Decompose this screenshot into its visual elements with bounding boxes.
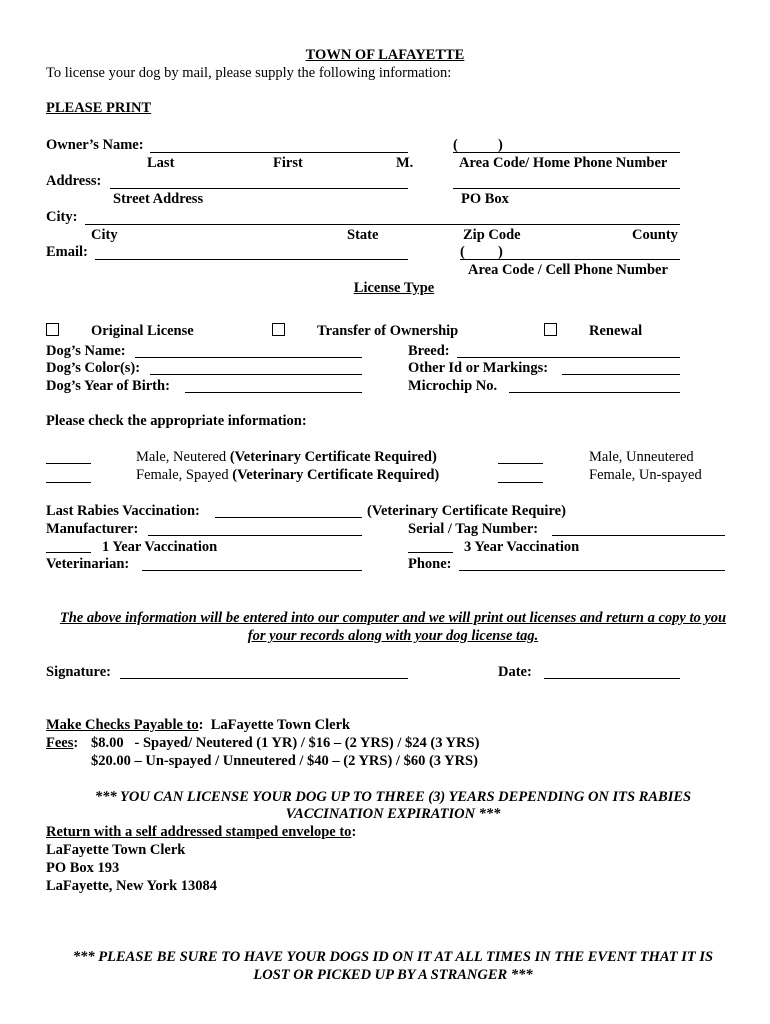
three-year-blank[interactable] [408, 552, 453, 553]
female-unspayed-blank[interactable] [498, 482, 543, 483]
date-label: Date: [498, 664, 532, 680]
fees-line [46, 735, 78, 752]
microchip-label: Microchip No. [408, 378, 498, 394]
id-note-line-2: LOST OR PICKED UP BY A STRANGER *** [253, 967, 533, 983]
street-address-line[interactable] [110, 188, 408, 189]
signature-label: Signature: [46, 664, 111, 680]
fee-line-1: $8.00 - Spayed/ Neutered (1 YR) / $16 – (2 YRS) / $24 (3 YRS) [91, 735, 480, 751]
signature-line[interactable] [120, 678, 408, 679]
address-label: Address: [46, 173, 102, 189]
checks-payable-line [46, 717, 350, 734]
checks-payable-label: Make Checks Payable to [46, 717, 199, 733]
years-note-line-2: VACCINATION EXPIRATION *** [285, 806, 501, 822]
female-spayed-vet-note: (Veterinary Certificate Required) [232, 467, 440, 483]
city-state-zip-line[interactable] [85, 224, 680, 225]
male-unneutered-label: Male, Unneutered [589, 449, 694, 465]
city-label: City: [46, 209, 78, 225]
dog-colors-label: Dog’s Color(s): [46, 360, 141, 376]
date-line[interactable] [544, 678, 680, 679]
rabies-last-line[interactable] [215, 517, 362, 518]
form-intro: To license your dog by mail, please supply the following information: [46, 65, 452, 81]
notice-line-1: The above information will be entered into our computer and we will print out licenses and return a copy to you [59, 610, 727, 626]
cell-phone-label: Area Code / Cell Phone Number [468, 262, 668, 278]
email-label: Email: [46, 244, 88, 260]
male-neutered-label: Male, Neutered [136, 449, 227, 465]
state-sublabel: State [347, 227, 379, 243]
male-neutered-line [136, 449, 437, 466]
owner-last-sublabel: Last [147, 155, 175, 171]
female-spayed-label: Female, Spayed [136, 467, 229, 483]
cell-phone-paren-close: ) [498, 244, 503, 260]
breed-line[interactable] [457, 357, 680, 358]
return-colon: : [351, 824, 357, 840]
fees-colon: : [73, 735, 79, 751]
one-year-blank[interactable] [46, 552, 91, 553]
serial-tag-line[interactable] [552, 535, 725, 536]
markings-label: Other Id or Markings: [408, 360, 549, 376]
original-license-label: Original License [91, 323, 194, 339]
return-label: Return with a self addressed stamped envelope to [46, 824, 352, 840]
renewal-label: Renewal [589, 323, 643, 339]
dog-colors-line[interactable] [150, 374, 362, 375]
return-address-line-3: LaFayette, New York 13084 [46, 878, 218, 894]
zip-sublabel: Zip Code [463, 227, 521, 243]
dog-name-label: Dog’s Name: [46, 343, 126, 359]
breed-label: Breed: [408, 343, 450, 359]
return-address-line-1: LaFayette Town Clerk [46, 842, 186, 858]
female-unspayed-label: Female, Un-spayed [589, 467, 702, 483]
one-year-label: 1 Year Vaccination [102, 539, 218, 555]
checks-payable-colon: : [198, 717, 204, 733]
home-phone-label: Area Code/ Home Phone Number [459, 155, 668, 171]
serial-tag-label: Serial / Tag Number: [408, 521, 539, 537]
male-neutered-vet-note: (Veterinary Certificate Required) [229, 449, 437, 465]
dog-birth-year-line[interactable] [185, 392, 362, 393]
years-note-line-1: *** YOU CAN LICENSE YOUR DOG UP TO THREE (3) YEARS DEPENDING ON ITS RABIES [94, 789, 692, 805]
rabies-cert-note: (Veterinary Certificate Require) [367, 503, 566, 519]
county-sublabel: County [632, 227, 678, 243]
id-note-line-1: *** PLEASE BE SURE TO HAVE YOUR DOGS ID ON IT AT ALL TIMES IN THE EVENT THAT IT IS [72, 949, 714, 965]
home-phone-paren-open: ( [453, 137, 458, 153]
cell-phone-line[interactable] [460, 259, 680, 260]
po-box-line[interactable] [453, 188, 680, 189]
dog-name-line[interactable] [135, 357, 362, 358]
three-year-label: 3 Year Vaccination [464, 539, 580, 555]
return-address-line-2: PO Box 193 [46, 860, 120, 876]
dog-birth-year-label: Dog’s Year of Birth: [46, 378, 170, 394]
rabies-last-label: Last Rabies Vaccination: [46, 503, 200, 519]
transfer-ownership-checkbox[interactable] [272, 323, 285, 336]
fee-line-2: $20.00 – Un-spayed / Unneutered / $40 – (2 YRS) / $60 (3 YRS) [91, 753, 478, 769]
male-neutered-blank[interactable] [46, 463, 91, 464]
license-type-heading: License Type [353, 280, 435, 296]
owner-first-sublabel: First [273, 155, 303, 171]
transfer-ownership-label: Transfer of Ownership [317, 323, 459, 339]
cell-phone-paren-open: ( [460, 244, 465, 260]
renewal-checkbox[interactable] [544, 323, 557, 336]
male-unneutered-blank[interactable] [498, 463, 543, 464]
microchip-line[interactable] [509, 392, 680, 393]
owner-name-label: Owner’s Name: [46, 137, 144, 153]
veterinarian-label: Veterinarian: [46, 556, 130, 572]
manufacturer-line[interactable] [148, 535, 362, 536]
email-line[interactable] [95, 259, 408, 260]
veterinarian-line[interactable] [142, 570, 362, 571]
manufacturer-label: Manufacturer: [46, 521, 139, 537]
original-license-checkbox[interactable] [46, 323, 59, 336]
please-print-heading: PLEASE PRINT [46, 100, 152, 116]
female-spayed-blank[interactable] [46, 482, 91, 483]
notice-line-2: for your records along with your dog license tag. [247, 628, 539, 644]
return-instruction [46, 824, 356, 841]
female-spayed-line [136, 467, 439, 484]
form-title: TOWN OF LAFAYETTE [305, 47, 465, 63]
home-phone-line[interactable] [453, 152, 680, 153]
po-box-sublabel: PO Box [461, 191, 509, 207]
checks-payee: LaFayette Town Clerk [210, 717, 351, 733]
vet-phone-line[interactable] [459, 570, 725, 571]
check-info-heading: Please check the appropriate information: [46, 413, 307, 429]
owner-name-line[interactable] [150, 152, 408, 153]
vet-phone-label: Phone: [408, 556, 452, 572]
fees-label: Fees [46, 735, 74, 751]
home-phone-paren-close: ) [498, 137, 503, 153]
markings-line[interactable] [562, 374, 680, 375]
owner-middle-sublabel: M. [396, 155, 414, 171]
street-address-sublabel: Street Address [113, 191, 204, 207]
city-sublabel: City [91, 227, 118, 243]
